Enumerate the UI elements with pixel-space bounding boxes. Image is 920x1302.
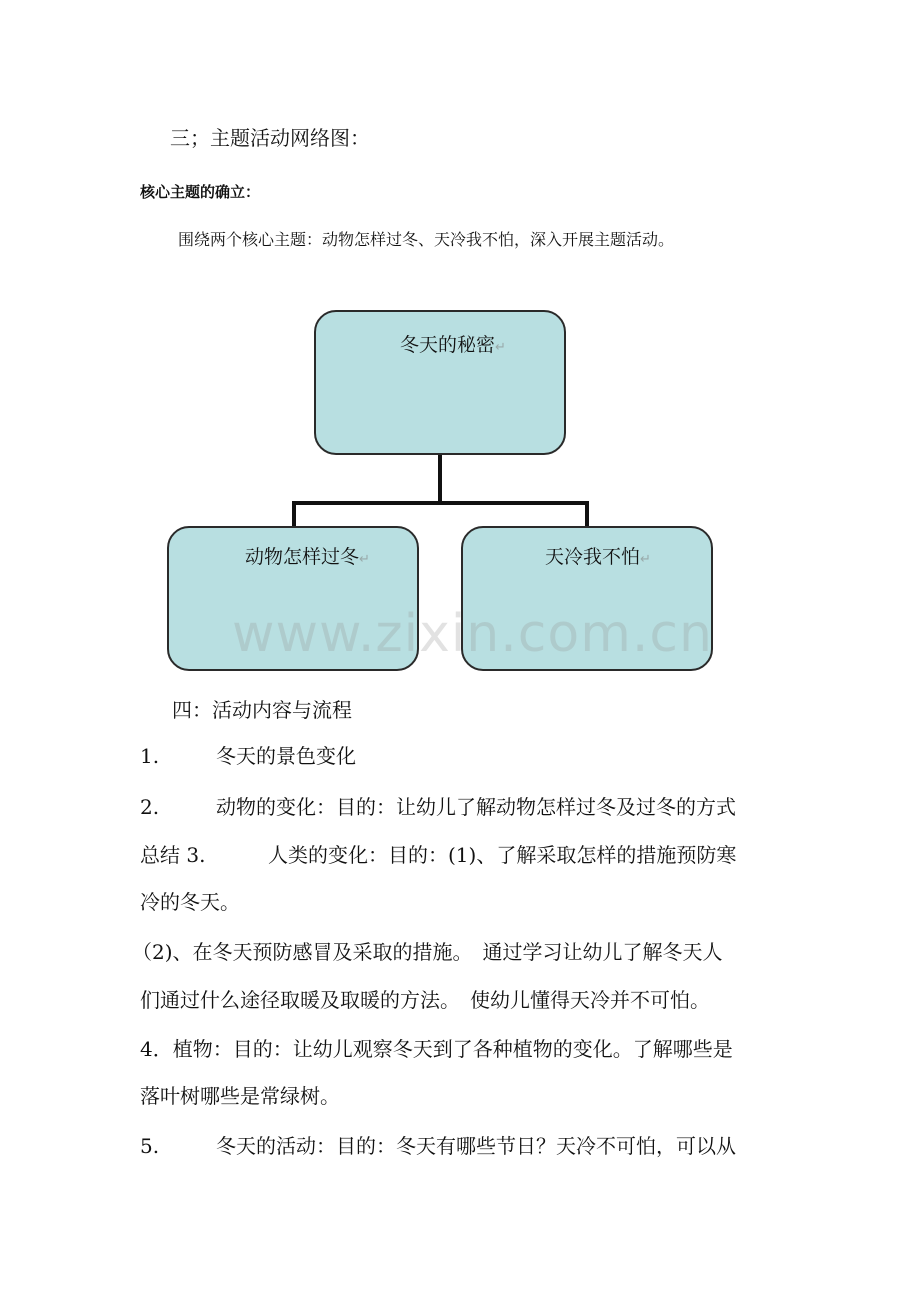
- list-item-number: 2.: [140, 795, 160, 819]
- child-node-cold-label: 天冷我不怕↵: [545, 546, 651, 568]
- child-node-animals-label: 动物怎样过冬↵: [245, 546, 370, 568]
- list-item-text: 冬天的活动：目的：冬天有哪些节日？天冷不可怕，可以从: [216, 1134, 736, 1158]
- paragraph-line: 4．植物：目的：让幼儿观察冬天到了各种植物的变化。了解哪些是: [140, 1037, 733, 1061]
- root-node-label: 冬天的秘密↵: [400, 334, 506, 356]
- list-item-number: 5.: [140, 1134, 160, 1158]
- section3-heading: 三；主题活动网络图：: [170, 126, 370, 150]
- list-item: [140, 795, 736, 819]
- watermark: www.zixin.com.cn: [232, 604, 713, 664]
- list-item-text: 动物的变化：目的：让幼儿了解动物怎样过冬及过冬的方式: [216, 795, 736, 819]
- connector-horizontal: [292, 501, 589, 505]
- paragraph-line: （2)、在冬天预防感冒及采取的措施。 通过学习让幼儿了解冬天人: [132, 940, 723, 964]
- paragraph-line: 落叶树哪些是常绿树。: [140, 1084, 340, 1108]
- list-item-text: 冬天的景色变化: [216, 744, 356, 768]
- paragraph-line: 们通过什么途径取暖及取暖的方法。 使幼儿懂得天冷并不可怕。: [140, 988, 710, 1012]
- list-item: [140, 843, 736, 867]
- connector-vertical-root: [438, 455, 442, 503]
- list-item: [140, 744, 356, 768]
- list-item-number: 总结 3.: [140, 843, 206, 867]
- section4-heading: 四：活动内容与流程: [172, 698, 352, 722]
- core-theme-heading: 核心主题的确立：: [140, 183, 261, 201]
- list-item-text: 人类的变化：目的：(1)、了解采取怎样的措施预防寒: [268, 843, 737, 867]
- connector-right-drop: [585, 501, 589, 528]
- root-node: [314, 310, 566, 455]
- list-item-number: 1.: [140, 744, 160, 768]
- connector-left-drop: [292, 501, 296, 528]
- list-item: [140, 1134, 736, 1158]
- paragraph-line: 冷的冬天。: [140, 890, 240, 914]
- core-theme-text: 围绕两个核心主题：动物怎样过冬、天冷我不怕，深入开展主题活动。: [178, 230, 675, 249]
